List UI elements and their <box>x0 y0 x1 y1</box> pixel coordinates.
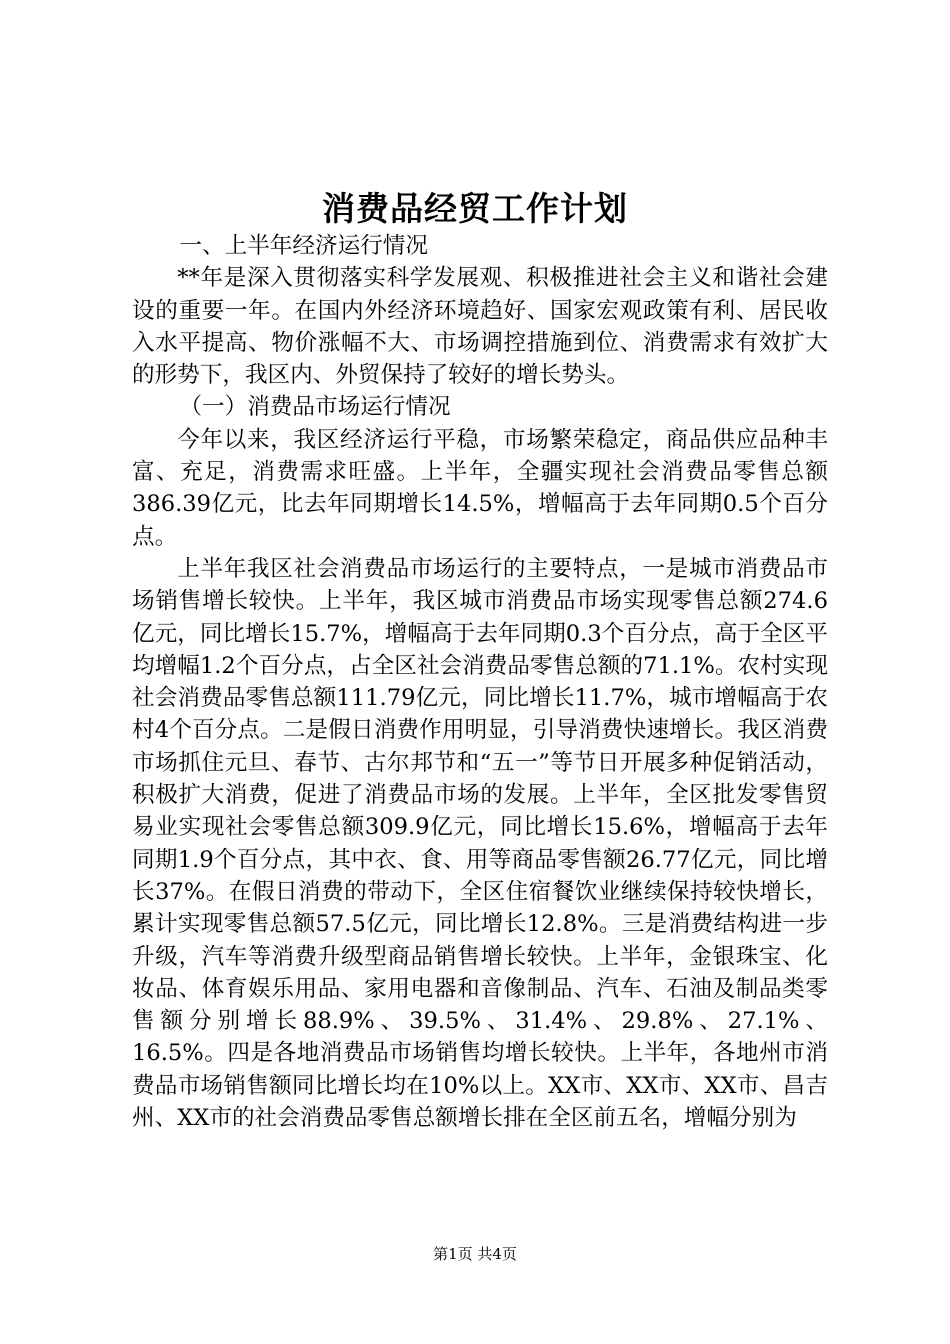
section-heading: 一、上半年经济运行情况 <box>179 233 428 259</box>
page-number-footer: 第1页 共4页 <box>433 1245 517 1263</box>
subsection-heading: （一）消费品市场运行情况 <box>179 394 451 421</box>
paragraph: **年是深入贯彻落实科学发展观、积极推进社会主义和谐社会建设的重要一年。在国内外经济环境趋好、国家宏观政策有利、居民收入水平提高、物价涨幅不大、市场调控措施到位、消费需求有效扩大的形势下，我区内、外贸保持了较好的增长势头。 <box>132 265 828 389</box>
document-title: 消费品经贸工作计划 <box>322 189 628 228</box>
document-body <box>132 230 828 1134</box>
paragraph: 上半年我区社会消费品市场运行的主要特点，一是城市消费品市场销售增长较快。上半年，我区城市消费品市场实现零售总额274.6亿元，同比增长15.7%，增幅高于去年同期0.3个百分点，高于全区平均增幅1.2个百分点，占全区社会消费品零售总额的71.1%。农村实现社会消费品零售总额111.79亿元，同比增长11.7%，城市增幅高于农村4个百分点。二是假日消费作用明显，引导消费快速增长。我区消费市场抓住元旦、春节、古尔邦节和“五一”等节日开展多种促销活动，积极扩大消费，促进了消费品市场的发展。上半年，全区批发零售贸易业实现社会零售总额309.9亿元，同比增长15.6%，增幅高于去年同期1.9个百分点，其中衣、食、用等商品零售额26.77亿元，同比增长37%。在假日消费的带动下，全区住宿餐饮业继续保持较快增长，累计实现零售总额57.5亿元，同比增长12.8%。三是消费结构进一步升级，汽车等消费升级型商品销售增长较快。上半年，金银珠宝、化妆品、体育娱乐用品、家用电器和音像制品、汽车、石油及制品类零售额分别增长88.9%、39.5%、31.4%、29.8%、27.1%、16.5%。四是各地消费品市场销售均增长较快。上半年，各地州市消费品市场销售额同比增长均在10%以上。XX市、XX市、XX市、昌吉州、XX市的社会消费品零售总额增长排在全区前五名，增幅分别为 <box>132 555 828 1132</box>
paragraph: 今年以来，我区经济运行平稳，市场繁荣稳定，商品供应品种丰富、充足，消费需求旺盛。上半年，全疆实现社会消费品零售总额386.39亿元，比去年同期增长14.5%，增幅高于去年同期0.5个百分点。 <box>132 426 828 550</box>
